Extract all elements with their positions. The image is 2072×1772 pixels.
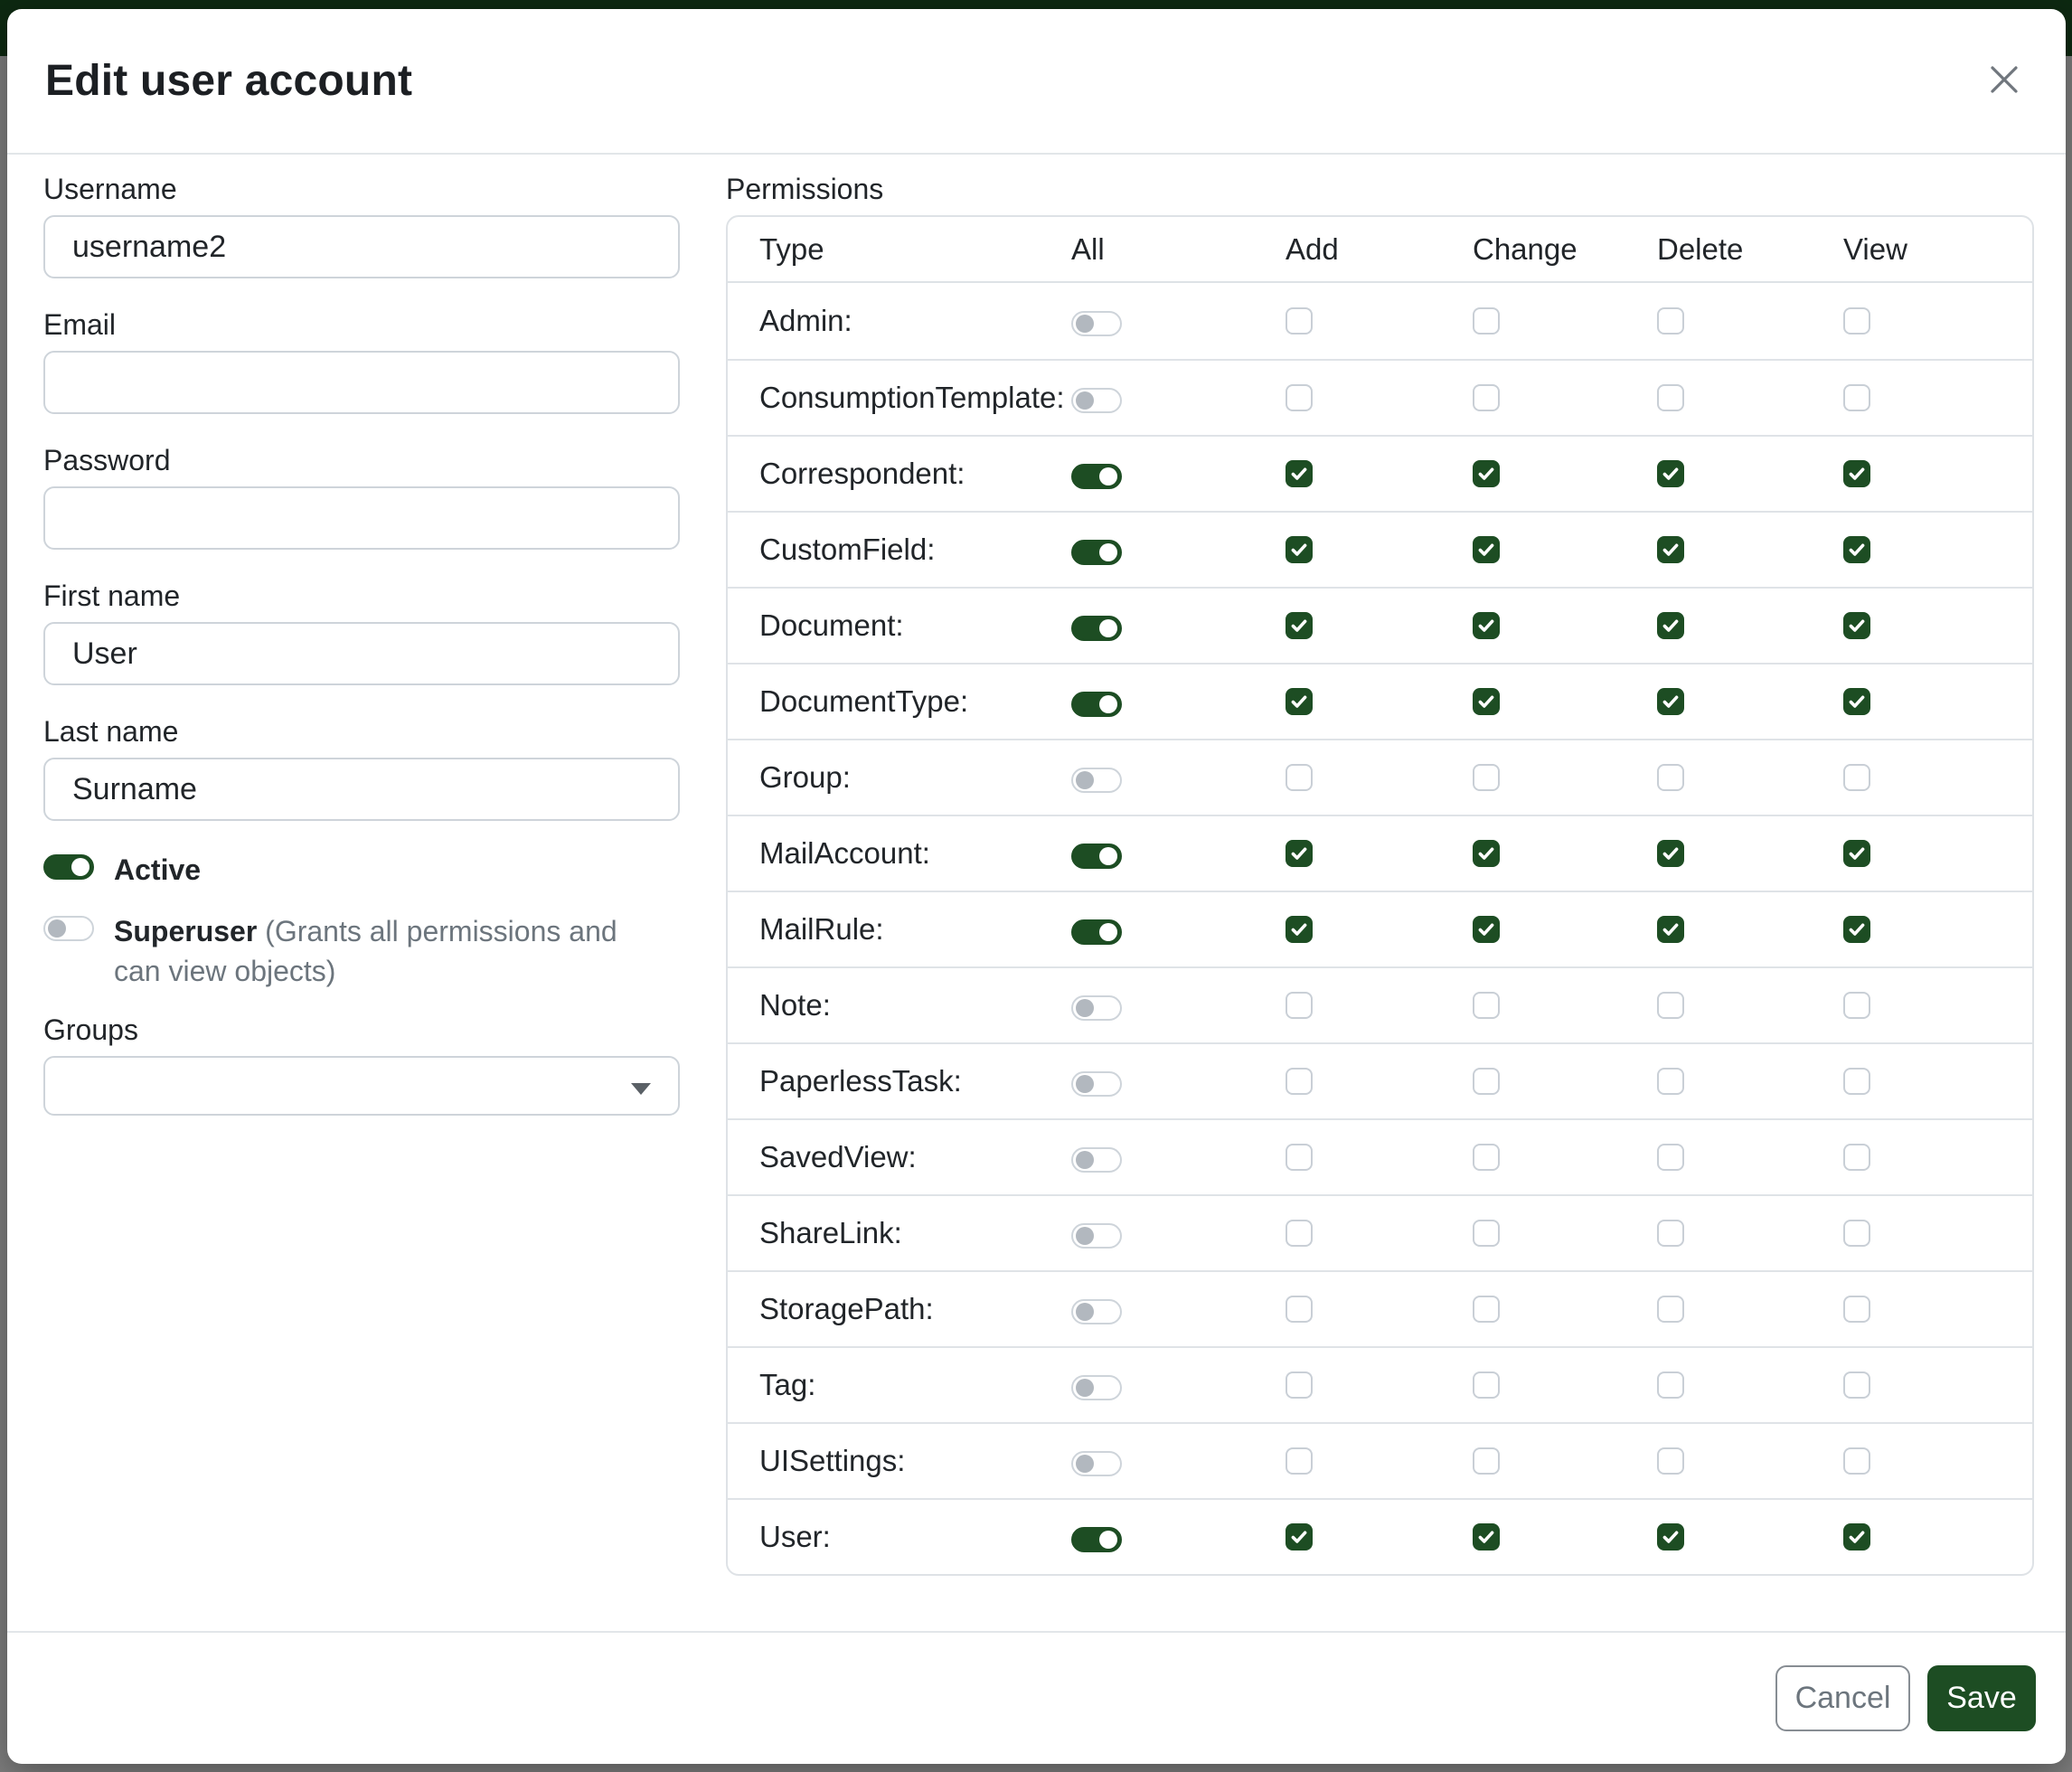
permission-add-checkbox[interactable] bbox=[1286, 1144, 1313, 1171]
permission-add-checkbox[interactable] bbox=[1286, 1371, 1313, 1399]
permission-change-checkbox[interactable] bbox=[1473, 688, 1500, 715]
toggle-knob bbox=[1099, 619, 1117, 637]
groups-group bbox=[43, 1013, 680, 1116]
permission-view-checkbox[interactable] bbox=[1843, 916, 1870, 943]
permission-view-checkbox[interactable] bbox=[1843, 992, 1870, 1019]
last-name-field[interactable] bbox=[43, 758, 680, 821]
permission-view-checkbox[interactable] bbox=[1843, 1296, 1870, 1323]
permission-view-checkbox[interactable] bbox=[1843, 1220, 1870, 1247]
toggle-knob bbox=[1099, 695, 1117, 713]
toggle-knob bbox=[1099, 923, 1117, 941]
active-label: Active bbox=[114, 853, 202, 886]
permission-change-checkbox[interactable] bbox=[1473, 460, 1500, 487]
permission-delete-checkbox[interactable] bbox=[1657, 1296, 1684, 1323]
permission-change-checkbox[interactable] bbox=[1473, 1296, 1500, 1323]
permission-delete-checkbox[interactable] bbox=[1657, 1371, 1684, 1399]
permission-type-label: ConsumptionTemplate: bbox=[759, 381, 1065, 414]
email-field[interactable] bbox=[43, 351, 680, 414]
permission-all-toggle[interactable] bbox=[1071, 1527, 1122, 1552]
permission-delete-checkbox[interactable] bbox=[1657, 460, 1684, 487]
permission-all-toggle[interactable] bbox=[1071, 388, 1122, 413]
check-icon bbox=[1661, 616, 1681, 636]
permission-type-label: MailRule: bbox=[759, 912, 884, 946]
toggle-knob bbox=[1076, 1075, 1094, 1093]
permission-row bbox=[728, 739, 2032, 815]
toggle-knob bbox=[71, 858, 89, 876]
permission-row bbox=[728, 815, 2032, 891]
permissions-rows bbox=[728, 283, 2032, 1574]
permission-delete-checkbox[interactable] bbox=[1657, 307, 1684, 335]
active-toggle[interactable] bbox=[43, 854, 94, 880]
permission-view-checkbox[interactable] bbox=[1843, 840, 1870, 867]
cancel-button[interactable]: Cancel bbox=[1775, 1665, 1910, 1731]
permission-row bbox=[728, 1498, 2032, 1574]
permission-view-checkbox[interactable] bbox=[1843, 764, 1870, 791]
permission-row bbox=[728, 1118, 2032, 1194]
dropdown-caret-icon bbox=[631, 1083, 651, 1095]
permission-delete-checkbox[interactable] bbox=[1657, 536, 1684, 563]
permission-change-checkbox[interactable] bbox=[1473, 840, 1500, 867]
check-icon bbox=[1661, 464, 1681, 484]
permission-type-label: Correspondent: bbox=[759, 457, 965, 490]
toggle-knob bbox=[1076, 999, 1094, 1017]
permission-row bbox=[728, 1042, 2032, 1118]
permission-delete-checkbox[interactable] bbox=[1657, 1144, 1684, 1171]
groups-label: Groups bbox=[43, 1013, 138, 1046]
last-name-group bbox=[43, 714, 680, 821]
permission-change-checkbox[interactable] bbox=[1473, 1068, 1500, 1095]
permission-change-checkbox[interactable] bbox=[1473, 384, 1500, 411]
permission-add-checkbox[interactable] bbox=[1286, 688, 1313, 715]
superuser-label: Superuser (Grants all permissions and can view objects) bbox=[114, 915, 617, 987]
active-row bbox=[43, 850, 680, 890]
edit-user-modal bbox=[7, 9, 2066, 1764]
check-icon bbox=[1476, 844, 1496, 863]
permission-delete-checkbox[interactable] bbox=[1657, 1068, 1684, 1095]
permission-view-checkbox[interactable] bbox=[1843, 1371, 1870, 1399]
permission-add-checkbox[interactable] bbox=[1286, 1447, 1313, 1475]
permission-add-checkbox[interactable] bbox=[1286, 1068, 1313, 1095]
permission-row bbox=[728, 283, 2032, 359]
toggle-knob bbox=[1099, 543, 1117, 561]
permission-all-toggle[interactable] bbox=[1071, 311, 1122, 336]
column-header-view: View bbox=[1843, 231, 1907, 266]
first-name-label: First name bbox=[43, 580, 181, 612]
permission-add-checkbox[interactable] bbox=[1286, 307, 1313, 335]
permission-row bbox=[728, 587, 2032, 663]
permission-row bbox=[728, 1422, 2032, 1498]
groups-select[interactable] bbox=[43, 1056, 680, 1116]
modal-footer bbox=[7, 1631, 2066, 1764]
check-icon bbox=[1476, 616, 1496, 636]
permission-all-toggle[interactable] bbox=[1071, 1375, 1122, 1400]
column-header-add: Add bbox=[1286, 231, 1339, 266]
permission-add-checkbox[interactable] bbox=[1286, 1220, 1313, 1247]
toggle-knob bbox=[1076, 1151, 1094, 1169]
permission-change-checkbox[interactable] bbox=[1473, 1371, 1500, 1399]
permission-all-toggle[interactable] bbox=[1071, 919, 1122, 945]
permission-row bbox=[728, 1346, 2032, 1422]
permission-change-checkbox[interactable] bbox=[1473, 612, 1500, 639]
permission-type-label: StoragePath: bbox=[759, 1292, 934, 1325]
permissions-section bbox=[726, 172, 2034, 1631]
user-form bbox=[43, 172, 680, 1631]
modal-title: Edit user account bbox=[45, 57, 413, 105]
check-icon bbox=[1661, 692, 1681, 712]
password-field[interactable] bbox=[43, 486, 680, 550]
check-icon bbox=[1847, 692, 1867, 712]
check-icon bbox=[1847, 1527, 1867, 1547]
permission-type-label: CustomField: bbox=[759, 533, 936, 566]
toggle-knob bbox=[1076, 771, 1094, 789]
superuser-row bbox=[43, 911, 680, 991]
permission-view-checkbox[interactable] bbox=[1843, 1144, 1870, 1171]
permission-all-toggle[interactable] bbox=[1071, 995, 1122, 1021]
permission-add-checkbox[interactable] bbox=[1286, 916, 1313, 943]
check-icon bbox=[1847, 919, 1867, 939]
password-label: Password bbox=[43, 444, 171, 476]
permission-row bbox=[728, 359, 2032, 435]
column-header-all: All bbox=[1071, 231, 1105, 266]
permission-delete-checkbox[interactable] bbox=[1657, 1220, 1684, 1247]
check-icon bbox=[1289, 919, 1309, 939]
permission-type-label: Tag: bbox=[759, 1368, 816, 1401]
permission-delete-checkbox[interactable] bbox=[1657, 1447, 1684, 1475]
toggle-knob bbox=[1099, 847, 1117, 865]
permission-add-checkbox[interactable] bbox=[1286, 536, 1313, 563]
check-icon bbox=[1847, 616, 1867, 636]
permission-view-checkbox[interactable] bbox=[1843, 307, 1870, 335]
check-icon bbox=[1476, 692, 1496, 712]
permission-row bbox=[728, 966, 2032, 1042]
permission-all-toggle[interactable] bbox=[1071, 464, 1122, 489]
permission-row bbox=[728, 435, 2032, 511]
permission-change-checkbox[interactable] bbox=[1473, 1220, 1500, 1247]
permission-row bbox=[728, 1194, 2032, 1270]
username-input[interactable] bbox=[43, 215, 680, 278]
modal-header bbox=[7, 9, 2066, 155]
toggle-knob bbox=[1099, 467, 1117, 485]
username-label: Username bbox=[43, 173, 177, 205]
permission-type-label: User: bbox=[759, 1520, 831, 1553]
save-button[interactable]: Save bbox=[1927, 1665, 2036, 1731]
permission-delete-checkbox[interactable] bbox=[1657, 764, 1684, 791]
superuser-hint: (Grants all permissions and can view objects) bbox=[114, 915, 617, 987]
check-icon bbox=[1847, 464, 1867, 484]
email-group bbox=[43, 307, 680, 414]
check-icon bbox=[1289, 692, 1309, 712]
permission-view-checkbox[interactable] bbox=[1843, 536, 1870, 563]
permission-view-checkbox[interactable] bbox=[1843, 612, 1870, 639]
check-icon bbox=[1661, 1527, 1681, 1547]
permission-all-toggle[interactable] bbox=[1071, 692, 1122, 717]
permission-all-toggle[interactable] bbox=[1071, 844, 1122, 869]
check-icon bbox=[1847, 540, 1867, 560]
permission-type-label: Admin: bbox=[759, 304, 852, 337]
check-icon bbox=[1661, 844, 1681, 863]
permission-all-toggle[interactable] bbox=[1071, 1071, 1122, 1097]
permission-view-checkbox[interactable] bbox=[1843, 384, 1870, 411]
permission-type-label: Note: bbox=[759, 988, 831, 1022]
permission-delete-checkbox[interactable] bbox=[1657, 688, 1684, 715]
permission-delete-checkbox[interactable] bbox=[1657, 612, 1684, 639]
check-icon bbox=[1289, 1527, 1309, 1547]
permission-type-label: UISettings: bbox=[759, 1444, 906, 1477]
permission-view-checkbox[interactable] bbox=[1843, 1447, 1870, 1475]
permission-change-checkbox[interactable] bbox=[1473, 992, 1500, 1019]
toggle-knob bbox=[1076, 1455, 1094, 1473]
toggle-knob bbox=[1076, 391, 1094, 410]
permission-type-label: Group: bbox=[759, 760, 851, 794]
toggle-knob bbox=[1076, 1379, 1094, 1397]
toggle-knob bbox=[1076, 1303, 1094, 1321]
permission-delete-checkbox[interactable] bbox=[1657, 384, 1684, 411]
permission-all-toggle[interactable] bbox=[1071, 616, 1122, 641]
permission-all-toggle[interactable] bbox=[1071, 1451, 1122, 1476]
permission-delete-checkbox[interactable] bbox=[1657, 1523, 1684, 1550]
permission-all-toggle[interactable] bbox=[1071, 1147, 1122, 1173]
permission-view-checkbox[interactable] bbox=[1843, 460, 1870, 487]
check-icon bbox=[1847, 844, 1867, 863]
permission-view-checkbox[interactable] bbox=[1843, 688, 1870, 715]
check-icon bbox=[1661, 540, 1681, 560]
check-icon bbox=[1289, 540, 1309, 560]
toggle-knob bbox=[1076, 315, 1094, 333]
permission-type-label: ShareLink: bbox=[759, 1216, 902, 1249]
toggle-knob bbox=[1099, 1531, 1117, 1549]
username-group bbox=[43, 172, 680, 278]
check-icon bbox=[1661, 919, 1681, 939]
permission-add-checkbox[interactable] bbox=[1286, 1296, 1313, 1323]
permission-delete-checkbox[interactable] bbox=[1657, 916, 1684, 943]
check-icon bbox=[1476, 464, 1496, 484]
permission-change-checkbox[interactable] bbox=[1473, 1523, 1500, 1550]
close-icon bbox=[1988, 63, 2020, 99]
toggle-knob bbox=[1076, 1227, 1094, 1245]
permission-add-checkbox[interactable] bbox=[1286, 764, 1313, 791]
permission-add-checkbox[interactable] bbox=[1286, 1523, 1313, 1550]
permission-change-checkbox[interactable] bbox=[1473, 1447, 1500, 1475]
permission-type-label: PaperlessTask: bbox=[759, 1064, 962, 1098]
permission-delete-checkbox[interactable] bbox=[1657, 992, 1684, 1019]
permission-row bbox=[728, 891, 2032, 966]
permission-change-checkbox[interactable] bbox=[1473, 1144, 1500, 1171]
password-group bbox=[43, 443, 680, 550]
superuser-toggle[interactable] bbox=[43, 916, 94, 941]
permission-change-checkbox[interactable] bbox=[1473, 536, 1500, 563]
last-name-label: Last name bbox=[43, 715, 179, 748]
permission-change-checkbox[interactable] bbox=[1473, 307, 1500, 335]
first-name-group bbox=[43, 579, 680, 685]
permission-add-checkbox[interactable] bbox=[1286, 612, 1313, 639]
permission-row bbox=[728, 663, 2032, 739]
first-name-field[interactable] bbox=[43, 622, 680, 685]
permission-delete-checkbox[interactable] bbox=[1657, 840, 1684, 867]
column-header-delete: Delete bbox=[1657, 231, 1744, 266]
check-icon bbox=[1476, 540, 1496, 560]
check-icon bbox=[1289, 844, 1309, 863]
permissions-table bbox=[726, 215, 2034, 1576]
permission-type-label: Document: bbox=[759, 608, 904, 642]
permissions-label: Permissions bbox=[726, 173, 884, 205]
column-header-type: Type bbox=[759, 231, 824, 266]
permission-all-toggle[interactable] bbox=[1071, 768, 1122, 793]
permission-type-label: MailAccount: bbox=[759, 836, 930, 870]
permission-add-checkbox[interactable] bbox=[1286, 992, 1313, 1019]
permission-all-toggle[interactable] bbox=[1071, 1223, 1122, 1249]
permissions-table-header bbox=[728, 217, 2032, 283]
permission-add-checkbox[interactable] bbox=[1286, 460, 1313, 487]
column-header-change: Change bbox=[1473, 231, 1578, 266]
permission-view-checkbox[interactable] bbox=[1843, 1523, 1870, 1550]
permission-all-toggle[interactable] bbox=[1071, 1299, 1122, 1324]
check-icon bbox=[1476, 919, 1496, 939]
permission-row bbox=[728, 1270, 2032, 1346]
close-button[interactable] bbox=[1979, 56, 2030, 107]
permission-change-checkbox[interactable] bbox=[1473, 916, 1500, 943]
permission-add-checkbox[interactable] bbox=[1286, 384, 1313, 411]
permission-type-label: SavedView: bbox=[759, 1140, 917, 1173]
permission-change-checkbox[interactable] bbox=[1473, 764, 1500, 791]
permission-view-checkbox[interactable] bbox=[1843, 1068, 1870, 1095]
permission-type-label: DocumentType: bbox=[759, 684, 969, 718]
permission-row bbox=[728, 511, 2032, 587]
check-icon bbox=[1476, 1527, 1496, 1547]
check-icon bbox=[1289, 616, 1309, 636]
email-label: Email bbox=[43, 308, 117, 341]
toggle-knob bbox=[48, 919, 66, 938]
check-icon bbox=[1289, 464, 1309, 484]
permission-all-toggle[interactable] bbox=[1071, 540, 1122, 565]
modal-body bbox=[7, 155, 2066, 1631]
permission-add-checkbox[interactable] bbox=[1286, 840, 1313, 867]
